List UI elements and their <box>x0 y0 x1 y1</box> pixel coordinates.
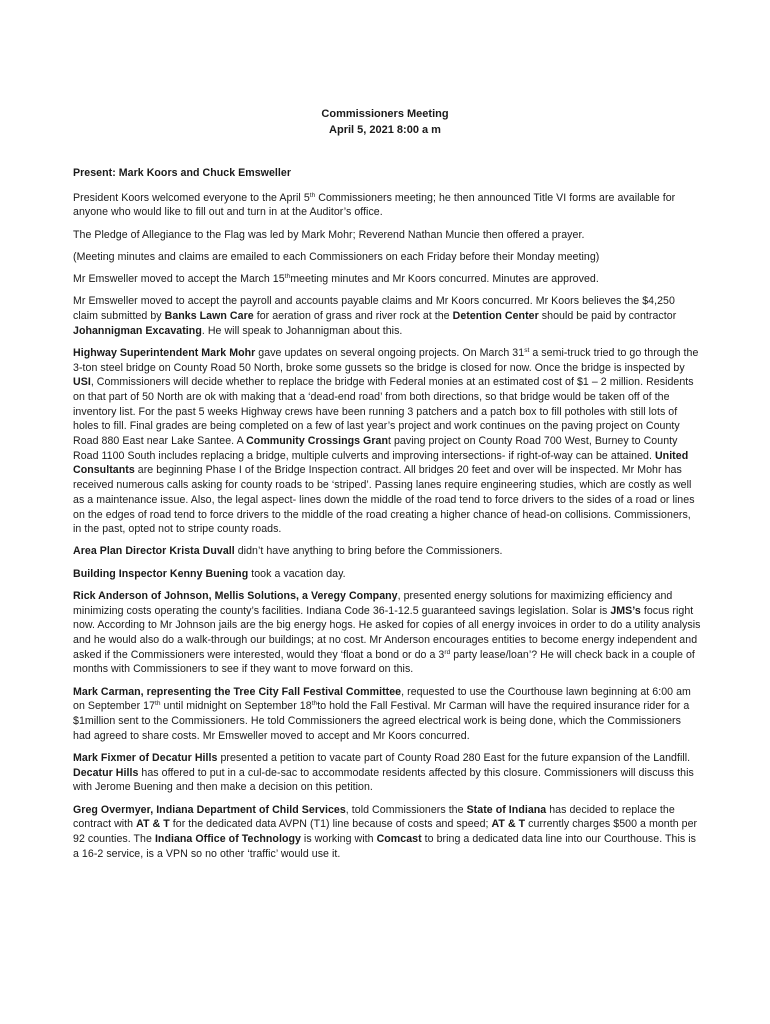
minutes-motion-paragraph <box>73 272 701 287</box>
text-run: , Commissioners will decide whether to replace the bridge with Federal monies at an estimated cost of $1 – 2 million. Residents on that part of 50 North are ok with making that a ‘dead-end road’ from both directions, so that bridge would be taken off of the inventory list. For the past 5 weeks Highway crews have been running 3 patchers and a patch box to fill potholes with still lots of holes to fill. Final grades are being completed on a few of last year’s project and work continues on the paving project on County Road 880 East near Lake Santee. A <box>73 376 694 448</box>
text-run: Mr Emsweller moved to accept the March 15 <box>73 273 285 286</box>
bold-run: Rick Anderson of Johnson, Mellis Solutions, a Veregy Company <box>73 589 398 602</box>
ordinal-suffix: th <box>309 191 316 199</box>
fall-festival-paragraph <box>73 685 701 744</box>
minutes-note-paragraph: (Meeting minutes and claims are emailed to each Commissioners on each Friday before their Monday meeting) <box>73 250 600 263</box>
text-run: , requested to use the Courthouse lawn beginning at 6:00 am on September 17 <box>73 685 691 713</box>
text-run: President Koors welcomed everyone to the April 5 <box>73 191 310 204</box>
text-run: didn’t have anything to bring before the Commissioners. <box>234 545 503 558</box>
bold-run: Building Inspector Kenny Buening <box>73 567 249 580</box>
bold-run: Community Crossings Gran <box>246 435 388 448</box>
text-run: gave updates on several ongoing projects. On March 31 <box>255 346 525 359</box>
text-run: , presented energy solutions for maximizing efficiency and minimizing costs operating the county’s facilities. Indiana Code 36-1-12.5 guaranteed savings legislation. Solar is <box>73 589 673 617</box>
meeting-date: April 5, 2021 8:00 a m <box>329 124 441 136</box>
text-run: t paving project on County Road 700 West, Burney to County Road 1100 South includes replacing a bridge, multiple culverts and improving intersections- if right-of-way can be attained. <box>73 435 678 462</box>
bold-run: Decatur Hills <box>73 766 139 779</box>
ordinal-suffix: th <box>155 700 161 708</box>
document-body <box>73 166 701 869</box>
bold-run: Mark Fixmer of Decatur Hills <box>73 751 218 764</box>
bold-run: Comcast <box>376 832 422 845</box>
bold-run: Area Plan Director Krista Duvall <box>73 545 235 558</box>
area-plan-paragraph <box>73 544 701 559</box>
text-run: has offered to put in a cul-de-sac to accommodate residents affected by this closure. Commissioners will discuss this with Jerome Buening and then make a decision on this petition. <box>73 766 694 794</box>
landfill-petition-paragraph <box>73 751 701 795</box>
text-run: until midnight on September 18 <box>160 700 312 713</box>
text-run: a semi-truck tried to go through the 3-ton steel bridge on County Road 50 North, broke some gussets so the bridge is closed for now. Once the bridge is inspected by <box>73 346 699 374</box>
text-run: party lease/loan’? He will check back in a couple of months with Commissioners to see if they want to move forward on this. <box>73 648 695 676</box>
text-run: for aeration of grass and river rock at the <box>253 309 453 322</box>
text-run: has decided to replace the contract with <box>73 803 675 831</box>
text-run: Commissioners meeting; he then announced Title VI forms are available for anyone who would like to fill out and turn in at the Auditor’s office. <box>73 191 676 219</box>
text-run: , told Commissioners the <box>345 803 467 816</box>
building-inspector-paragraph <box>73 567 701 582</box>
text-run: presented a petition to vacate part of County Road 280 East for the future expansion of the Landfill. <box>217 751 691 764</box>
text-run: currently charges $500 a month per 92 counties. The <box>73 818 698 845</box>
text-run: for the dedicated data AVPN (T1) line because of costs and speed; <box>169 818 492 831</box>
bold-run: Detention Center <box>452 309 539 322</box>
text-run: meeting minutes and Mr Koors concurred. Minutes are approved. <box>290 273 599 286</box>
text-run: is working with <box>300 832 377 845</box>
bold-run: Highway Superintendent Mark Mohr <box>73 346 256 359</box>
payroll-paragraph <box>73 294 701 338</box>
pledge-paragraph: The Pledge of Allegiance to the Flag was led by Mark Mohr; Reverend Nathan Muncie then offered a prayer. <box>73 228 585 241</box>
text-run: . He will speak to Johannigman about this. <box>201 324 403 337</box>
bold-run: AT & T <box>491 818 526 831</box>
bold-run: Mark Carman, representing the Tree City Fall Festival Committee <box>73 685 402 698</box>
bold-run: AT & T <box>136 818 170 831</box>
attendance-paragraph: Present: Mark Koors and Chuck Emsweller <box>73 167 292 179</box>
highway-paragraph <box>73 346 701 537</box>
ordinal-suffix: st <box>524 346 530 354</box>
document-title: Commissioners Meeting <box>321 108 449 120</box>
document-header <box>0 106 770 138</box>
ordinal-suffix: rd <box>444 648 451 656</box>
text-run: should be paid by contractor <box>538 309 677 322</box>
ordinal-suffix: th <box>311 700 318 708</box>
energy-solutions-paragraph <box>73 589 701 677</box>
text-run: Mr Emsweller moved to accept the payroll and accounts payable claims and Mr Koors concurred. Mr Koors believes the $4,250 claim submitted by <box>73 295 675 322</box>
text-run: to bring a dedicated data line into our Courthouse. This is a 16-2 service, is a VPN so no other ‘traffic’ would use it. <box>73 832 696 860</box>
text-run: to hold the Fall Festival. Mr Carman will have the required insurance rider for a $1million sent to the Commissioners. He told Commissioners the agreed electrical work is being done, which the Commissioners had agreed to share costs. Mr Emsweller moved to accept and Mr Koors concurred. <box>73 700 690 742</box>
child-services-paragraph <box>73 803 701 862</box>
bold-run: JMS’s <box>610 604 641 617</box>
text-run: are beginning Phase I of the Bridge Inspection contract. All bridges 20 feet and over will be inspected. Mr Mohr has received numerous calls asking for county roads to be ‘striped’. Passing lanes require engineering studies, which are costly as well as a maintenance issue. Also, the legal aspect- lines down the middle of the road tend to force drivers to the sides of a road or lines on the edges of road tend to force drivers to the middle of the road creating a higher chance of head-on collisions. Commissioners, in the past, opted not to stripe county roads. <box>73 464 695 536</box>
bold-run: United Consultants <box>73 449 689 477</box>
text-run: took a vacation day. <box>248 567 346 580</box>
welcome-paragraph <box>73 191 701 220</box>
text-run: focus right now. According to Mr Johnson jails are the big energy hogs. He asked for copies of all energy invoices in order to do a utility analysis and he would also do a walk-through our buildings; at no cost. Mr Anderson encourages entities to become energy independent and asked if the Commissioners were interested, would they ‘float a bond or do a 3 <box>73 604 701 661</box>
bold-run: USI <box>73 376 91 389</box>
bold-run: State of Indiana <box>466 803 547 816</box>
bold-run: Indiana Office of Technology <box>154 832 301 845</box>
ordinal-suffix: th <box>284 273 291 281</box>
bold-run: Greg Overmyer, Indiana Department of Child Services <box>73 803 346 816</box>
bold-run: Johannigman Excavating <box>73 324 202 337</box>
bold-run: Banks Lawn Care <box>164 309 254 322</box>
